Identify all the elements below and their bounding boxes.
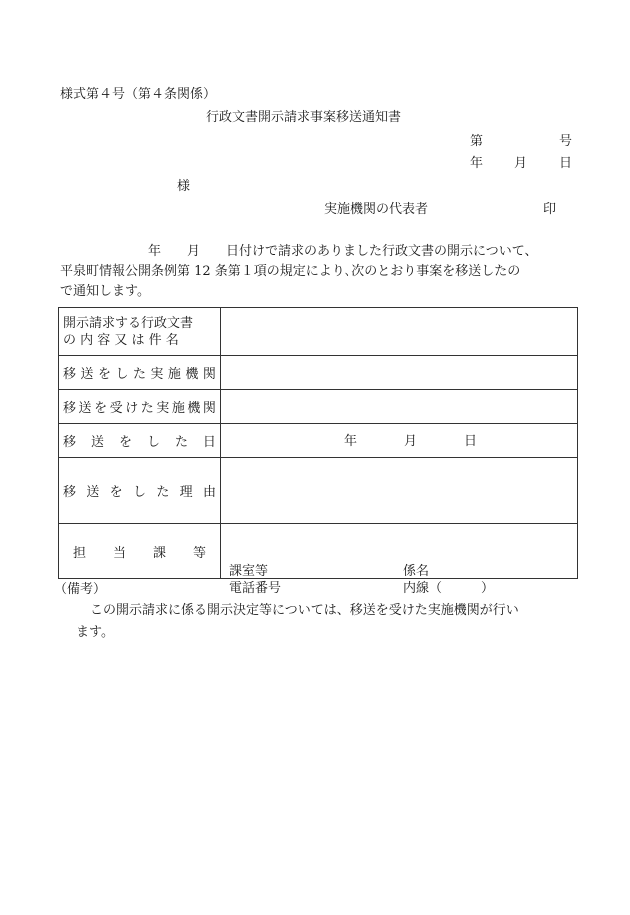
label-line: 開示請求する行政文書 <box>63 315 194 331</box>
sender-label: 実施機関の代表者 <box>324 202 429 217</box>
seal-mark: 印 <box>543 202 557 217</box>
table-row <box>59 390 578 424</box>
label-receiving-agency <box>59 390 221 424</box>
label-transfer-reason <box>59 458 221 524</box>
date-month: 月 <box>514 156 528 171</box>
note-heading: （備考） <box>54 582 107 597</box>
label-chars: 移 送 を 受 け た 実 施 機 関 <box>63 401 216 416</box>
contact-extension: 内線（ ） <box>403 581 495 596</box>
number-suffix: 号 <box>559 134 573 149</box>
value-transferring-agency[interactable] <box>221 356 578 390</box>
date-year: 年 <box>470 156 484 171</box>
body-line-2: 平泉町情報公開条例第 12 条第１項の規定により､次のとおり事案を移送したの <box>60 264 521 279</box>
label-department <box>59 524 221 579</box>
body-line-3: で通知します。 <box>60 284 150 299</box>
label-chars: 担 当 課 等 <box>73 545 206 561</box>
value-receiving-agency[interactable] <box>221 390 578 424</box>
note-body <box>60 600 580 644</box>
label-transfer-date <box>59 424 221 458</box>
label-chars: 移 送 を し た 日 <box>63 435 216 450</box>
label-transferring-agency <box>59 356 221 390</box>
body-paragraph <box>60 242 580 302</box>
number-prefix: 第 <box>470 134 484 149</box>
label-chars: 移 送 を し た 実 施 機 関 <box>63 367 216 382</box>
transfer-date-day: 日 <box>464 434 478 449</box>
date-day: 日 <box>559 156 573 171</box>
form-number: 様式第４号（第４条関係） <box>60 87 217 102</box>
table-row <box>59 308 578 356</box>
document-title: 行政文書開示請求事案移送通知書 <box>206 110 402 125</box>
note-line-2: ます。 <box>76 625 114 640</box>
contact-phone: 電話番号 <box>229 581 282 596</box>
body-line-1: 年 月 日付けで請求のありました行政文書の開示について、 <box>148 244 538 259</box>
contact-dept: 課室等 <box>229 564 269 579</box>
table-row <box>59 356 578 390</box>
label-line: の 内 容 又 は 件 名 <box>63 332 179 348</box>
value-transfer-date[interactable] <box>221 424 578 458</box>
table-row <box>59 458 578 524</box>
value-document-content[interactable] <box>221 308 578 356</box>
value-contact[interactable] <box>221 524 578 596</box>
label-chars: 移 送 を し た 理 由 <box>63 485 216 500</box>
note-line-1: この開示請求に係る開示決定等については、移送を受けた実施機関が行い <box>90 603 519 618</box>
transfer-date-month: 月 <box>404 434 418 449</box>
value-transfer-reason[interactable] <box>221 458 578 524</box>
contact-name: 係名 <box>403 564 430 579</box>
table-row <box>59 524 578 579</box>
table-row <box>59 424 578 458</box>
addressee-suffix: 様 <box>177 179 191 194</box>
transfer-date-year: 年 <box>344 434 358 449</box>
label-document-content <box>59 308 221 356</box>
